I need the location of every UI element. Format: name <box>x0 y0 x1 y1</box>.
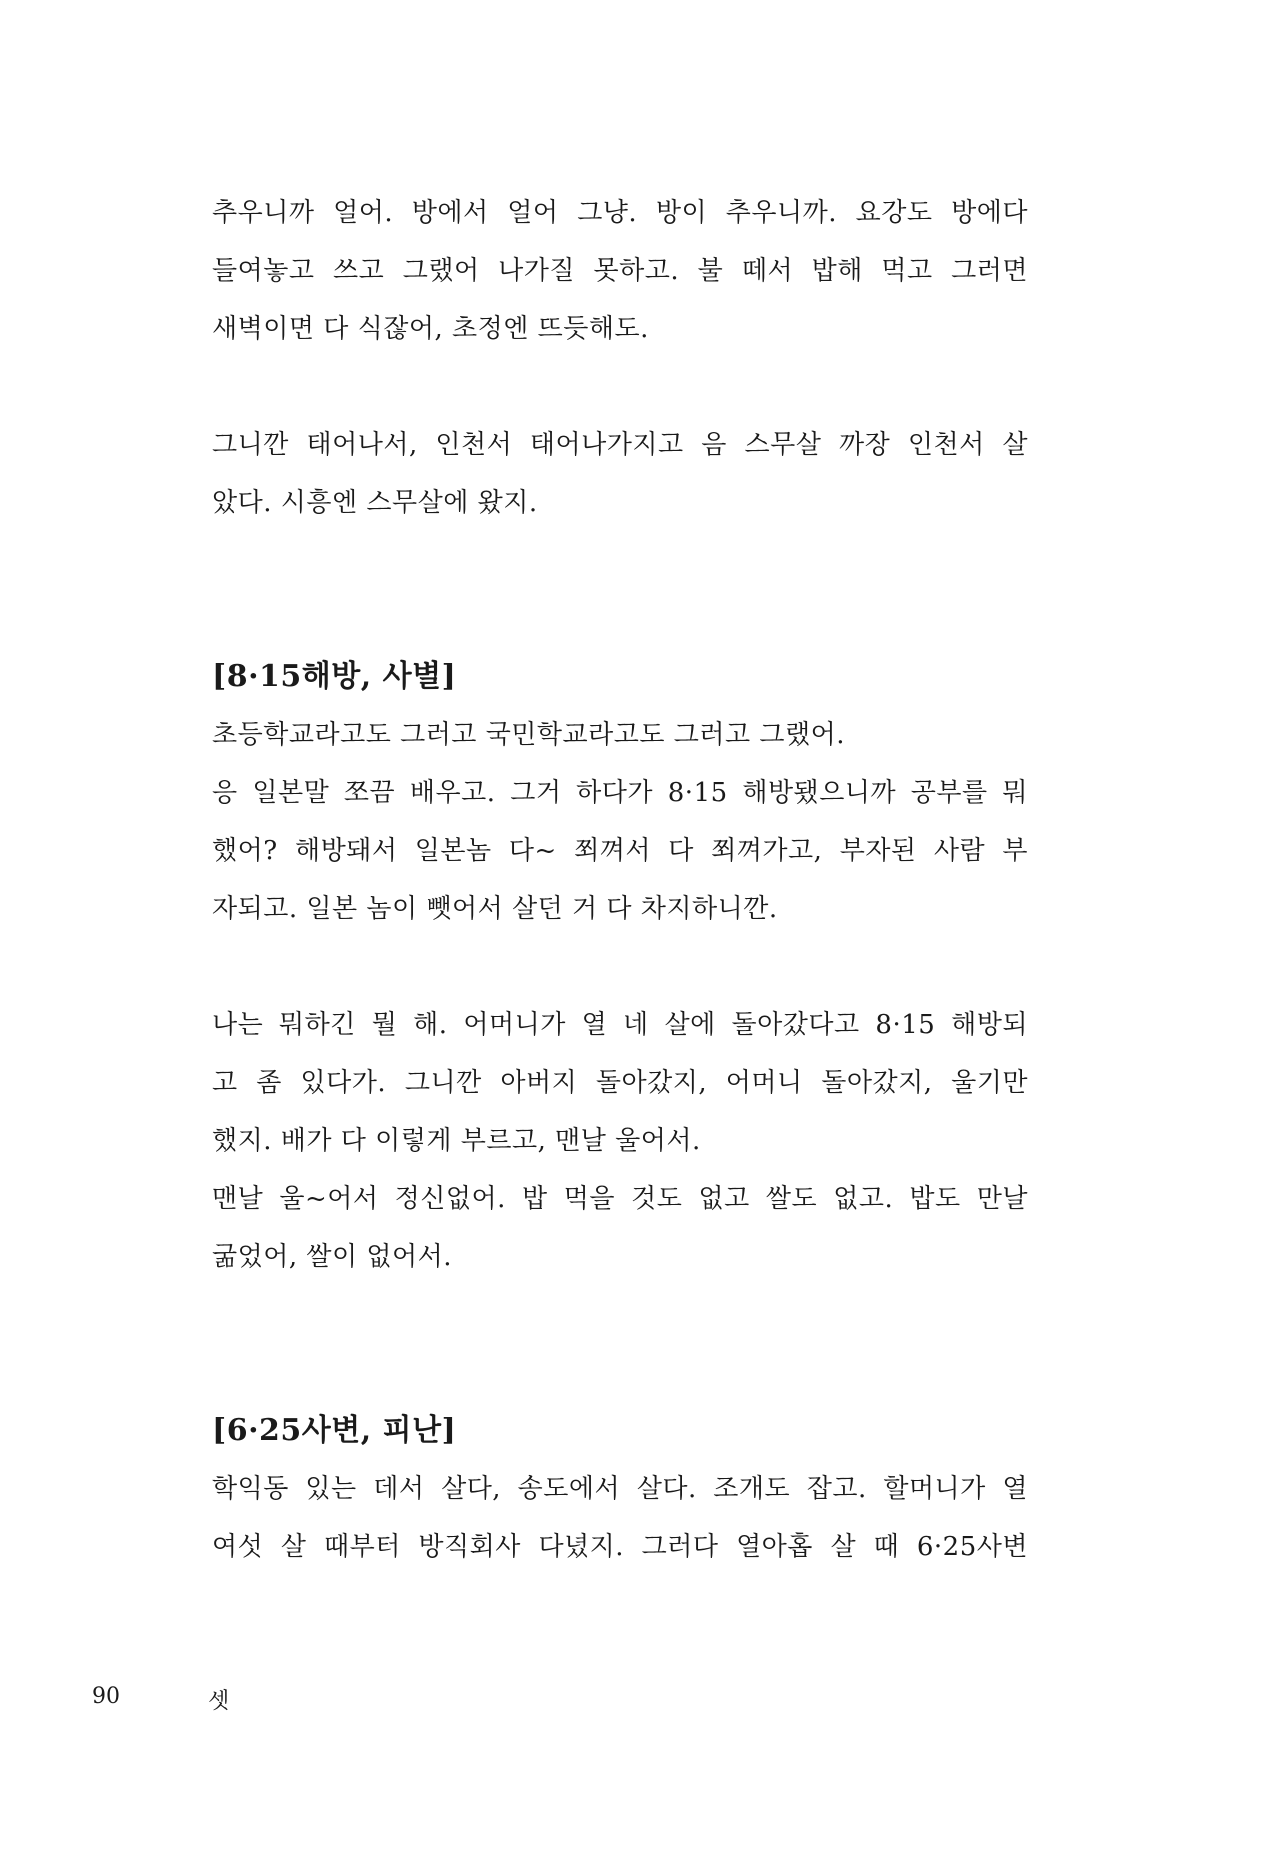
text-line: 맨날 울~어서 정신없어. 밥 먹을 것도 없고 쌀도 없고. 밥도 만날 <box>212 1184 1028 1214</box>
section-gap <box>212 1286 1028 1402</box>
text-line: 여섯 살 때부터 방직회사 다녔지. 그러다 열아홉 살 때 6·25사변 <box>212 1532 1028 1562</box>
text-line: 응 일본말 쪼끔 배우고. 그거 하다가 8·15 해방됐으니까 공부를 뭐 <box>212 778 1028 808</box>
text-line: 그니깐 태어나서, 인천서 태어나가지고 음 스무살 까장 인천서 살 <box>212 430 1028 460</box>
text-line: 나는 뭐하긴 뭘 해. 어머니가 열 네 살에 돌아갔다고 8·15 해방되 <box>212 1010 1028 1040</box>
text-line: 했지. 배가 다 이렇게 부르고, 맨날 울어서. <box>212 1126 701 1156</box>
text-line: 고 좀 있다가. 그니깐 아버지 돌아갔지, 어머니 돌아갔지, 울기만 <box>212 1068 1028 1098</box>
text-line: 학익동 있는 데서 살다, 송도에서 살다. 조개도 잡고. 할머니가 열 <box>212 1474 1028 1504</box>
chapter-label: 셋 <box>208 1689 230 1714</box>
text-line: 자되고. 일본 놈이 뺏어서 살던 거 다 차지하니깐. <box>212 894 778 924</box>
paragraph-mother <box>212 996 1028 1170</box>
text-line: 들여놓고 쓰고 그랬어 나가질 못하고. 불 떼서 밥해 먹고 그러면 <box>212 256 1028 286</box>
paragraph-japanese <box>212 764 1028 938</box>
text-line: 굶었어, 쌀이 없어서. <box>212 1242 452 1272</box>
page-number: 90 <box>92 1684 120 1709</box>
paragraph-hunger <box>212 1170 1028 1286</box>
section-heading-liberation: [8·15해방, 사별] <box>212 659 457 694</box>
section-heading-war: [6·25사변, 피난] <box>212 1413 457 1448</box>
page-body <box>212 184 1028 1576</box>
paragraph-gap <box>212 938 1028 996</box>
paragraph-school <box>212 706 1028 764</box>
text-line: 초등학교라고도 그러고 국민학교라고도 그러고 그랬어. <box>212 720 845 750</box>
text-line: 새벽이면 다 식잖어, 초정엔 뜨듯해도. <box>212 314 649 344</box>
text-line: 했어? 해방돼서 일본놈 다~ 쬐껴서 다 쬐껴가고, 부자된 사람 부 <box>212 836 1028 866</box>
text-line: 았다. 시흥엔 스무살에 왔지. <box>212 488 538 518</box>
paragraph-birthplace <box>212 416 1028 532</box>
section-gap <box>212 532 1028 648</box>
paragraph-cold-room <box>212 184 1028 358</box>
paragraph-gap <box>212 358 1028 416</box>
text-line: 추우니까 얼어. 방에서 얼어 그냥. 방이 추우니까. 요강도 방에다 <box>212 198 1028 228</box>
paragraph-songdo <box>212 1460 1028 1576</box>
